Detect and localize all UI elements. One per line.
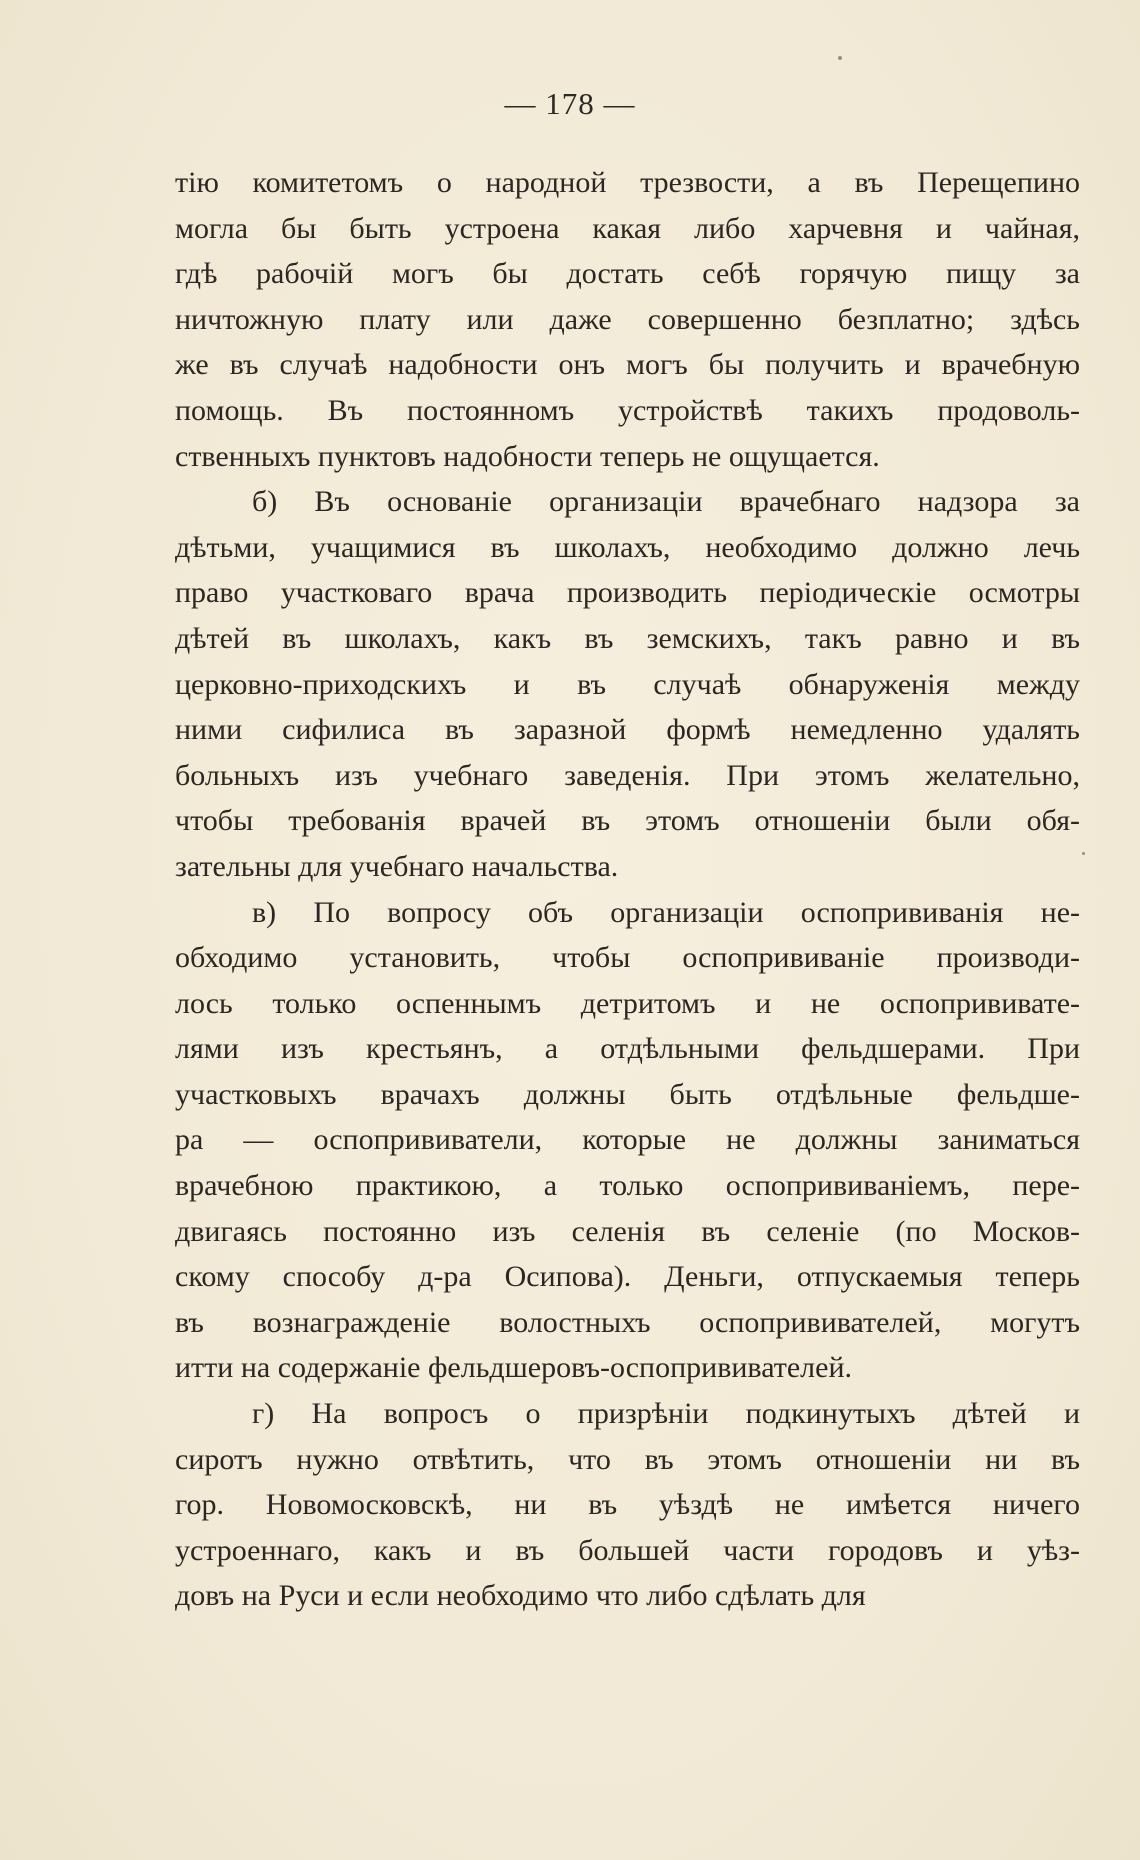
text-line: г) На вопросъ о призрѣніи подкинутыхъ дѣтей и bbox=[252, 1397, 1080, 1431]
text-line: въ вознагражденіе волостныхъ оспопрививателей, могутъ bbox=[175, 1305, 1080, 1339]
text-line: дѣтей въ школахъ, какъ въ земскихъ, такъ равно и въ bbox=[175, 621, 1080, 655]
text-line: же въ случаѣ надобности онъ могъ бы получить и врачебную bbox=[175, 348, 1080, 382]
text-line: участковыхъ врачахъ должны быть отдѣльные фельдше- bbox=[175, 1077, 1080, 1111]
text-line: врачебною практикою, а только оспопрививаніемъ, пере- bbox=[175, 1169, 1080, 1203]
text-line: ничтожную плату или даже совершенно безплатно; здѣсь bbox=[175, 302, 1080, 336]
text-line: скому способу д-ра Осипова). Деньги, отпускаемыя теперь bbox=[175, 1260, 1080, 1294]
text-line: право участковаго врача производить періодическіе осмотры bbox=[175, 576, 1080, 610]
text-line: дѣтьми, учащимися въ школахъ, необходимо должно лечь bbox=[175, 530, 1080, 564]
text-line: больныхъ изъ учебнаго заведенія. При этомъ желательно, bbox=[175, 758, 1080, 792]
text-line: устроеннаго, какъ и въ большей части городовъ и уѣз- bbox=[175, 1533, 1080, 1567]
page-number: — 178 — bbox=[504, 86, 636, 121]
text-line: лось только оспеннымъ детритомъ и не оспопрививате- bbox=[175, 986, 1080, 1020]
text-line: итти на содержаніе фельдшеровъ-оспопрививателей. bbox=[175, 1351, 853, 1385]
text-line: помощь. Въ постоянномъ устройствѣ такихъ продоволь- bbox=[175, 393, 1080, 427]
print-speck bbox=[1082, 852, 1085, 855]
text-line: лями изъ крестьянъ, а отдѣльными фельдшерами. При bbox=[175, 1032, 1080, 1066]
text-line: ними сифилиса въ заразной формѣ немедленно удалять bbox=[175, 713, 1080, 747]
text-line: ра — оспопрививатели, которые не должны заниматься bbox=[175, 1123, 1080, 1157]
text-line: в) По вопросу объ организаціи оспопрививанія не- bbox=[252, 895, 1080, 929]
body-text bbox=[175, 160, 1080, 1619]
text-line: гор. Новомосковскѣ, ни въ уѣздѣ не имѣется ничего bbox=[175, 1488, 1080, 1522]
text-line: б) Въ основаніе организаціи врачебнаго надзора за bbox=[252, 485, 1080, 519]
text-line: гдѣ рабочій могъ бы достать себѣ горячую пищу за bbox=[175, 257, 1080, 291]
text-line: довъ на Руси и если необходимо что либо сдѣлать для bbox=[175, 1579, 866, 1613]
text-line: чтобы требованія врачей въ этомъ отношеніи были обя- bbox=[175, 804, 1080, 838]
text-line: церковно-приходскихъ и въ случаѣ обнаруженія между bbox=[175, 667, 1080, 701]
text-line: сиротъ нужно отвѣтить, что въ этомъ отношеніи ни въ bbox=[175, 1442, 1080, 1476]
text-line: могла бы быть устроена какая либо харчевня и чайная, bbox=[175, 211, 1080, 245]
text-line: зательны для учебнаго начальства. bbox=[175, 849, 619, 883]
text-line: обходимо установить, чтобы оспопрививаніе производи- bbox=[175, 941, 1080, 975]
text-line: двигаясь постоянно изъ селенія въ селеніе (по Москов- bbox=[175, 1214, 1080, 1248]
print-speck bbox=[838, 56, 842, 60]
text-line: ственныхъ пунктовъ надобности теперь не ощущается. bbox=[175, 439, 880, 473]
text-line: тію комитетомъ о народной трезвости, а въ Перещепино bbox=[175, 166, 1080, 199]
